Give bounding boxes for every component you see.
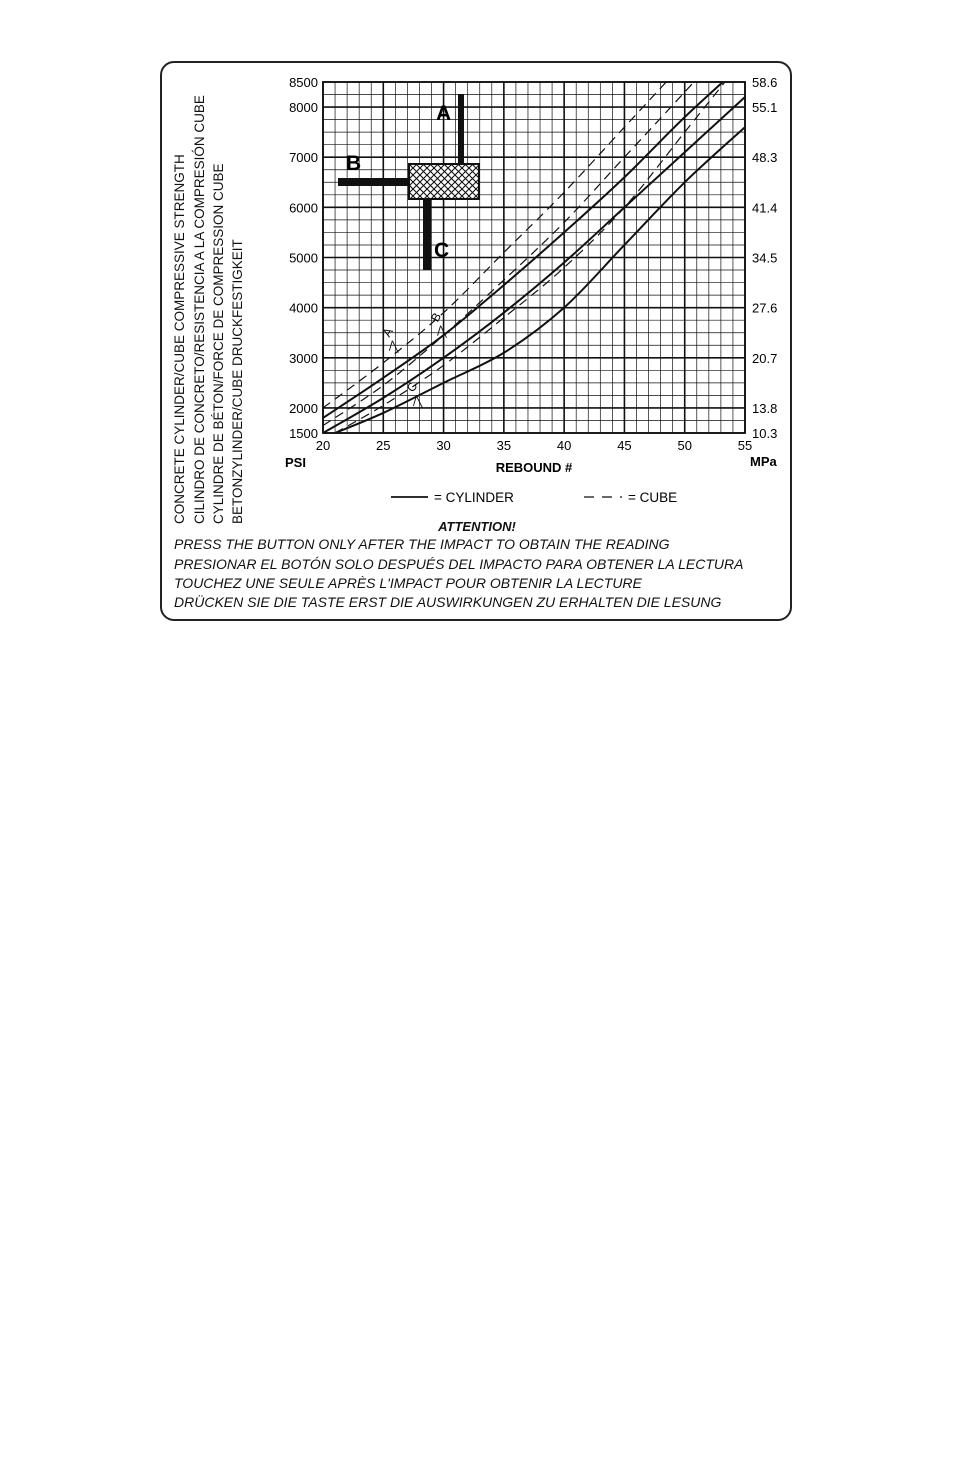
y-tick-label-right: 10.3 — [752, 426, 778, 441]
hammer-label-c: C — [434, 239, 450, 262]
y-tick-label-left: 6000 — [289, 200, 318, 216]
attention-title: ATTENTION! — [438, 519, 516, 534]
y-tick-label-right: 34.5 — [752, 250, 778, 266]
y-tick-label-left: 3000 — [289, 350, 318, 366]
x-tick-label: 40 — [556, 438, 572, 453]
y-tick-label-left: 8500 — [289, 75, 318, 90]
y-tick-label-right: 58.6 — [752, 75, 778, 90]
x-tick-label: 45 — [617, 438, 632, 453]
left-unit-label: PSI — [285, 455, 306, 470]
hammer-b-bar — [338, 178, 410, 186]
y-tick-label-right: 55.1 — [752, 100, 778, 116]
y-tick-label-left: 7000 — [289, 150, 318, 166]
legend — [391, 490, 677, 505]
legend-cylinder-label: = CYLINDER — [434, 490, 514, 505]
y-tick-label-left: 2000 — [289, 400, 318, 416]
vertical-label-fr: CYLINDRE DE BÉTON/FORCE DE COMPRESSION CUBE — [211, 163, 226, 524]
y-tick-label-left: 5000 — [289, 250, 318, 266]
chart-grid — [289, 75, 777, 453]
y-tick-label-left: 1500 — [289, 426, 318, 441]
legend-cube-label: = CUBE — [628, 490, 678, 505]
x-tick-label: 25 — [376, 438, 391, 453]
series-line-cylinder-a — [323, 62, 745, 418]
vertical-label-es: CILINDRO DE CONCRETO/RESISTENCIA A LA COMPRESIÓN CUBE — [192, 95, 207, 524]
hammer-a-bar — [458, 94, 464, 166]
y-tick-label-left: 4000 — [289, 300, 318, 316]
y-tick-label-left: 8000 — [289, 100, 318, 116]
y-tick-label-right: 13.8 — [752, 400, 778, 416]
x-tick-label: 20 — [315, 438, 331, 453]
right-unit-label: MPa — [750, 454, 777, 469]
hammer-body — [409, 164, 479, 199]
instruction-es: PRESIONAR EL BOTÓN SOLO DESPUÉS DEL IMPACTO PARA OBTENER LA LECTURA — [174, 556, 744, 572]
y-tick-label-right: 48.3 — [752, 150, 778, 166]
hammer-c-bar — [423, 198, 431, 270]
y-tick-label-right: 27.6 — [752, 300, 778, 316]
x-tick-label: 55 — [737, 438, 753, 453]
vertical-label-en: CONCRETE CYLINDER/CUBE COMPRESSIVE STRENGTH — [172, 154, 187, 524]
hammer-label-a: A — [436, 102, 452, 125]
chart-series — [323, 22, 745, 433]
instruction-en: PRESS THE BUTTON ONLY AFTER THE IMPACT TO OBTAIN THE READING — [174, 536, 670, 552]
series-label-a: A — [379, 325, 396, 340]
instruction-fr: TOUCHEZ UNE SEULE APRÈS L'IMPACT POUR OBTENIR LA LECTURE — [174, 575, 642, 591]
x-tick-label: 50 — [677, 438, 692, 453]
series-label-leader — [389, 341, 398, 353]
y-tick-label-right: 20.7 — [752, 350, 778, 366]
series-label-b: B — [428, 310, 445, 325]
hammer-label-b: B — [346, 152, 362, 175]
y-tick-label-right: 41.4 — [752, 200, 778, 216]
instruction-de: DRÜCKEN SIE DIE TASTE ERST DIE AUSWIRKUNGEN ZU ERHALTEN DIE LESUNG — [174, 594, 722, 610]
x-tick-label: 30 — [436, 438, 451, 453]
vertical-label-de: BETONZYLINDER/CUBE DRUCKFESTIGKEIT — [230, 239, 245, 524]
axis-text — [285, 454, 778, 475]
x-tick-label: 35 — [496, 438, 512, 453]
x-axis-title: REBOUND # — [495, 460, 573, 475]
series-label-c: C — [403, 379, 421, 395]
